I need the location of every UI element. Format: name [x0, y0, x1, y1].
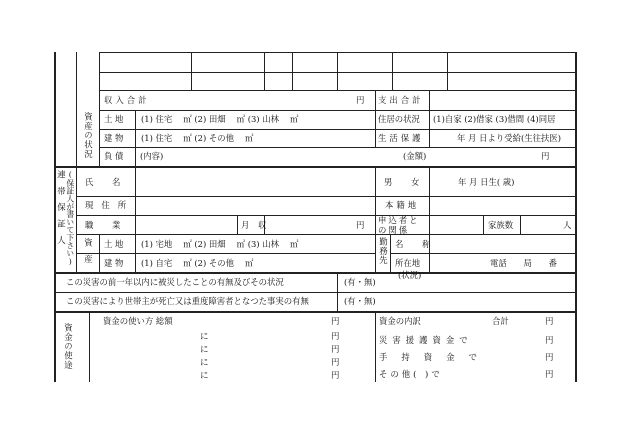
assets-debt-yen: 円 — [541, 151, 550, 161]
grid-line — [237, 215, 238, 234]
assets-land-text: (1) 住宅 ㎡ (2) 田畑 ㎡ (3) 山林 ㎡ — [141, 114, 299, 124]
guarantor-note: (保証人が書いて下さい) — [65, 170, 75, 266]
grid-line — [375, 90, 376, 147]
guarantor-family-label: 家族数 — [488, 220, 514, 230]
funds-item-2: に — [200, 344, 209, 354]
grid-line — [54, 272, 575, 274]
funds-total-label: 合計 — [492, 316, 509, 326]
grid-line — [99, 147, 575, 148]
grid-line — [99, 234, 100, 272]
guarantor-family-unit: 人 — [563, 220, 572, 230]
frame-right-border — [575, 52, 577, 382]
assets-section-label: 資産の状況 — [83, 112, 94, 159]
funds-item-yen-4: 円 — [331, 370, 340, 380]
frame-left-border — [54, 52, 56, 382]
assets-debt-label: 負 債 — [104, 151, 124, 161]
funds-total-yen: 円 — [545, 316, 554, 326]
funds-own-yen: 円 — [545, 352, 554, 362]
assets-debt-content: (内容) — [140, 151, 164, 161]
funds-section-label: 資金の使途 — [63, 323, 74, 370]
disaster-q1: この災害の前一年以内に被災したことの有無及びその状況 — [66, 277, 284, 287]
grid-line — [54, 166, 575, 168]
grid-line — [390, 234, 391, 272]
funds-other-yen: 円 — [545, 369, 554, 379]
guarantor-address-label: 現住所 — [85, 200, 135, 210]
grid-line — [99, 52, 100, 166]
disaster-q2: この災害により世帯主が死亡又は重度障害者となつた事実の有無 — [66, 296, 309, 306]
assets-building-text: (1) 住宅 ㎡ (2) その他 ㎡ — [141, 133, 254, 143]
housing-options: (1)自家 (2)借家 (3)借間 (4)同居 — [433, 114, 556, 124]
guarantor-relation-label: 申込者との関係 — [378, 215, 420, 235]
funds-item-3: に — [200, 357, 209, 367]
grid-line — [89, 311, 90, 382]
grid-line — [429, 166, 430, 234]
guarantor-name-label: 氏 名 — [85, 177, 129, 187]
guarantor-monthly-income-label: 月 収 — [241, 220, 270, 230]
guarantor-workplace-address-label: 所在地 — [395, 258, 421, 268]
disaster-q2-answer: (有・無) — [344, 296, 376, 306]
welfare-label: 生活保護 — [378, 133, 424, 143]
grid-line — [76, 166, 77, 272]
funds-usage-label: 資金の使い方 総額 — [103, 316, 173, 326]
funds-loan-yen: 円 — [545, 335, 554, 345]
guarantor-occupation-label: 職 業 — [85, 220, 129, 230]
funds-loan-label: 災害援護資金で — [379, 335, 473, 345]
guarantor-building-text: (1) 自宅 ㎡ (2) その他 ㎡ — [141, 258, 254, 268]
grid-line — [76, 196, 575, 197]
disaster-q1-answer: (有・無) — [344, 277, 376, 287]
grid-line — [135, 166, 136, 272]
guarantor-phone-label: 電話 局 番 — [490, 258, 557, 268]
grid-line — [375, 311, 376, 382]
grid-line — [337, 272, 338, 311]
guarantor-domicile-label: 本籍地 — [385, 200, 420, 210]
expense-total-label: 支出合計 — [378, 95, 424, 105]
guarantor-workplace-label: 勤務先 — [378, 237, 389, 266]
grid-line — [99, 90, 575, 91]
welfare-text: 年 月 日より受給(生往扶医) — [457, 133, 561, 143]
guarantor-building-label: 建 物 — [104, 258, 124, 268]
grid-line — [54, 292, 575, 293]
assets-land-label: 土 地 — [104, 114, 124, 124]
funds-breakdown-label: 資金の内訳 — [379, 316, 421, 326]
guarantor-assets-label: 資産 — [83, 238, 94, 271]
grid-line — [76, 215, 575, 216]
funds-usage-yen: 円 — [331, 316, 340, 326]
grid-line — [76, 234, 575, 235]
guarantor-income-yen: 円 — [356, 220, 365, 230]
guarantor-land-text: (1) 宅地 ㎡ (2) 田畑 ㎡ (3) 山林 ㎡ — [141, 239, 299, 249]
grid-line — [99, 129, 575, 130]
grid-line — [99, 110, 575, 111]
guarantor-section-label: 連帯保証人 — [56, 170, 67, 252]
funds-item-yen-2: 円 — [331, 344, 340, 354]
funds-item-yen-1: 円 — [331, 331, 340, 341]
guarantor-birth: 年 月 日生( 歳) — [458, 177, 515, 187]
assets-building-label: 建 物 — [104, 133, 124, 143]
funds-other-label: その他( )で — [379, 369, 443, 379]
guarantor-land-label: 土 地 — [104, 239, 124, 249]
guarantor-workplace-status: (状況) — [398, 270, 422, 280]
grid-line — [292, 52, 293, 90]
funds-item-yen-3: 円 — [331, 357, 340, 367]
grid-line — [483, 215, 484, 234]
grid-line — [264, 52, 265, 90]
grid-line — [76, 52, 77, 166]
grid-line — [135, 110, 136, 166]
grid-line — [76, 253, 375, 254]
grid-line — [429, 90, 430, 147]
grid-line — [375, 166, 376, 272]
grid-line — [447, 52, 448, 90]
funds-item-1: に — [200, 331, 209, 341]
guarantor-gender: 男 女 — [384, 177, 428, 187]
grid-line — [54, 311, 575, 313]
grid-line — [392, 52, 393, 90]
funds-own-label: 手持資金で — [379, 352, 491, 362]
grid-line — [337, 52, 338, 90]
assets-debt-amount: (金額) — [403, 151, 427, 161]
income-yen: 円 — [356, 95, 365, 105]
income-total-label: 収入合計 — [104, 95, 150, 105]
grid-line — [390, 253, 575, 254]
grid-line — [191, 52, 192, 90]
funds-item-4: に — [200, 370, 209, 380]
guarantor-workplace-name-label: 名 称 — [395, 239, 439, 249]
housing-label: 住居の状況 — [378, 114, 420, 124]
grid-line — [520, 215, 521, 234]
